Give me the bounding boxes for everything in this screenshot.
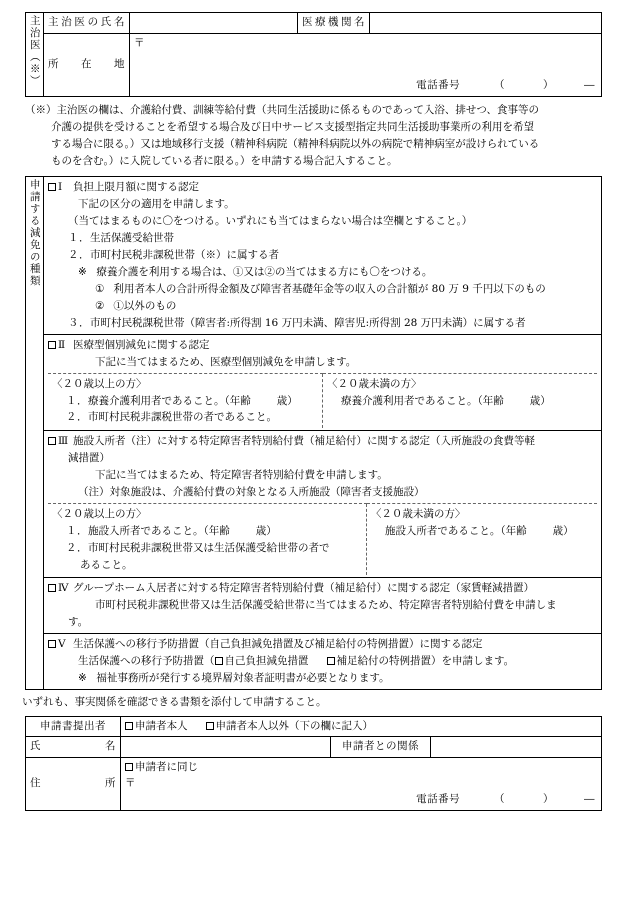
doctor-address-label: 所 在 地 (44, 33, 130, 96)
table-row (26, 737, 602, 758)
postal-mark-icon: 〒 (125, 776, 136, 789)
tel-paren-close: ） (543, 793, 554, 806)
table-row (26, 578, 602, 634)
section-5-title-row (48, 636, 597, 653)
submitter-label: 申請書提出者 (26, 716, 121, 737)
section-4 (44, 578, 602, 634)
tel-dash: ― (584, 79, 595, 91)
reduction-vertical-label (26, 176, 44, 690)
checkbox-section-2[interactable] (48, 341, 56, 349)
section-2-under20-item-1: 療養介護利用者であること。（年齢 歳） (341, 394, 551, 407)
section-2-over20-cell (48, 373, 323, 428)
postal-mark-icon: 〒 (134, 36, 145, 49)
section-4-line-1: 市町村民税非課税世帯又は生活保護受給世帯に当てはまるため、特定障害者特別給付費を申請しま (95, 599, 557, 612)
section-4-line-2: す。 (68, 616, 89, 629)
section-3-under20-item-1: 施設入所者であること。（年齢 歳） (384, 524, 574, 537)
checkbox-applicant-other[interactable] (206, 722, 214, 730)
section-5-line-1: 生活保護への移行予防措置（ 自己負担減免措置 補足給付の特例措置）を申請します。 (78, 655, 515, 668)
tel-paren-open: （ (494, 793, 505, 806)
section-2-under20-cell (323, 373, 598, 428)
doctor-note-line-1: （※）主治医の欄は、介護給付費、訓練等給付費（共同生活援助に係るものであって入浴、排せつ、食事等の (25, 103, 539, 116)
tel-paren-close: ） (543, 79, 554, 91)
section-3-age-table (48, 503, 597, 575)
section-1-item-3: ３．市町村民税課税世帯（障害者:所得割 16 万円未満、障害児:所得割 28 万円未満）に属する者 (68, 316, 526, 329)
section-1-sub-1: ① 利用者本人の合計所得金額及び障害者基礎年金等の収入の合計額が 80 万 9 千円以下のもの (95, 282, 546, 295)
doctor-tel-line (416, 78, 595, 94)
table-row (48, 373, 597, 428)
relation-label: 申請者との関係 (331, 737, 431, 758)
doctor-note-line-4: ものを含む。）に入院している者に限る。）を申請する場合記入すること。 (51, 154, 398, 167)
section-5 (44, 634, 602, 690)
section-1-sub-2: ② ①以外のもの (95, 299, 177, 312)
doctor-note (25, 102, 605, 170)
submitter-options (121, 716, 602, 737)
checkbox-same-as-applicant[interactable] (125, 763, 133, 771)
section-3-numeral: Ⅲ (58, 435, 69, 448)
doctor-note-line-2: 介護の提供を受けることを希望する場合及び日中サービス支援型指定共同生活援助事業所の利用を希望 (51, 120, 534, 133)
section-3-over20-item-2b: あること。 (80, 558, 133, 571)
table-row (26, 431, 602, 578)
same-as-applicant-option: 申請者に同じ (125, 760, 597, 776)
section-2-title: 医療型個別減免に関する認定 (73, 338, 210, 351)
submitter-name-label: 氏 名 (26, 737, 121, 758)
section-1-title: 負担上限月額に関する認定 (73, 180, 199, 193)
section-3-line-2: （注）対象施設は、介護給付費の対象となる入所施設（障害者支援施設） (78, 486, 425, 499)
section-2 (44, 334, 602, 430)
table-row (48, 504, 597, 576)
checkbox-section-3[interactable] (48, 437, 56, 445)
table-row (26, 33, 602, 96)
section-3-under20-header: 〈２０歳未満の方〉 (370, 508, 466, 521)
tel-paren-open: （ (494, 79, 505, 91)
section-2-over20-header: 〈２０歳以上の方〉 (52, 377, 147, 390)
table-row (26, 758, 602, 811)
table-row (26, 334, 602, 430)
section-2-age-table (48, 373, 597, 428)
section-2-numeral: Ⅱ (58, 338, 66, 351)
table-row (26, 13, 602, 34)
checkbox-section-4[interactable] (48, 584, 56, 592)
section-1-note: ※ 療養介護を利用する場合は、①又は②の当てはまる方にも〇をつける。 (78, 265, 433, 278)
table-row (26, 634, 602, 690)
section-5-title: 生活保護への移行予防措置（自己負担減免措置及び補足給付の特例措置）に関する認定 (73, 638, 483, 651)
section-5-note: ※ 福祉事務所が発行する境界層対象者証明書が必要となります。 (78, 672, 390, 685)
section-4-title: グループホーム入居者に対する特定障害者特別給付費（補足給付）に関する認定（家賃軽減措置） (73, 582, 535, 595)
checkbox-applicant-self[interactable] (125, 722, 133, 730)
doctor-vertical-label-text: 主治医（※） (28, 15, 41, 87)
section-5-numeral: Ⅴ (58, 638, 67, 651)
section-3-title-2: 減措置） (68, 452, 110, 465)
institution-label: 医療機関名 (298, 13, 370, 34)
doctor-table (25, 12, 602, 97)
reduction-type-table (25, 176, 602, 691)
submitter-table (25, 716, 602, 812)
section-4-numeral: Ⅳ (58, 582, 69, 595)
section-1-line-1: 下記の区分の適用を申請します。 (78, 197, 235, 210)
submitter-address-label: 住 所 (26, 758, 121, 811)
section-2-over20-item-1: １．療養介護利用者であること。（年齢 歳） (66, 394, 298, 407)
section-1-line-2: （当てはまるものに〇をつける。いずれにも当てはまらない場合は空欄とすること。） (68, 214, 473, 227)
section-3 (44, 431, 602, 578)
section-3-over20-cell (48, 504, 366, 576)
section-3-line-1: 下記に当てはまるため、特定障害者特別給付費を申請します。 (95, 469, 388, 482)
section-3-title: 施設入所者（注）に対する特定障害者特別給付費（補足給付）に関する認定（入所施設の食費等軽 (73, 435, 535, 448)
section-1 (44, 176, 602, 334)
section-2-line-1: 下記に当てはまるため、医療型個別減免を申請します。 (95, 355, 357, 368)
middle-note: いずれも、事実関係を確認できる書類を添付して申請すること。 (22, 696, 327, 709)
submitter-option-2: 申請者本人以外（下の欄に記入） (215, 719, 373, 732)
section-3-over20-header: 〈２０歳以上の方〉 (52, 508, 147, 521)
section-1-title-row (48, 179, 597, 196)
section-4-title-row (48, 580, 597, 597)
doctor-name-label: 主治医の氏名 (44, 13, 130, 34)
section-2-title-row (48, 337, 597, 354)
section-2-under20-header: 〈２０歳未満の方〉 (327, 377, 422, 390)
reduction-vertical-label-text: 申請する減免の種類 (28, 178, 41, 287)
section-2-over20-item-2: ２．市町村民税非課税世帯の者であること。 (66, 411, 277, 424)
submitter-option-1: 申請者本人 (135, 719, 188, 732)
relation-input[interactable] (431, 737, 602, 758)
checkbox-self-burden-reduction[interactable] (215, 657, 223, 665)
section-1-item-1: １．生活保護受給世帯 (68, 231, 174, 244)
section-3-under20-cell (366, 504, 597, 576)
table-row (26, 176, 602, 334)
section-3-over20-item-2: ２．市町村民税非課税世帯又は生活保護受給世帯の者で (66, 541, 330, 554)
checkbox-section-5[interactable] (48, 640, 56, 648)
submitter-address-input[interactable] (121, 758, 602, 811)
submitter-tel-label: 電話番号 (416, 793, 461, 806)
institution-input[interactable] (370, 13, 602, 34)
doctor-tel-label: 電話番号 (416, 79, 461, 91)
doctor-address-input[interactable] (130, 33, 602, 96)
doctor-name-input[interactable] (130, 13, 298, 34)
table-row (26, 716, 602, 737)
section-1-numeral: Ⅰ (58, 180, 63, 193)
submitter-name-input[interactable] (121, 737, 331, 758)
section-3-over20-item-1: １．施設入所者であること。（年齢 歳） (66, 524, 277, 537)
checkbox-section-1[interactable] (48, 183, 56, 191)
submitter-tel-line (416, 792, 595, 808)
doctor-vertical-label (26, 13, 44, 97)
doctor-note-line-3: する場合に限る。）又は地域移行支援（精神科病院（精神科病院以外の病院で精神病室が設けられている (51, 137, 540, 150)
checkbox-supplementary-special[interactable] (327, 657, 335, 665)
section-1-item-2: ２．市町村民税非課税世帯（※）に属する者 (68, 248, 279, 261)
section-3-title-row (48, 433, 597, 450)
tel-dash: ― (584, 793, 595, 806)
